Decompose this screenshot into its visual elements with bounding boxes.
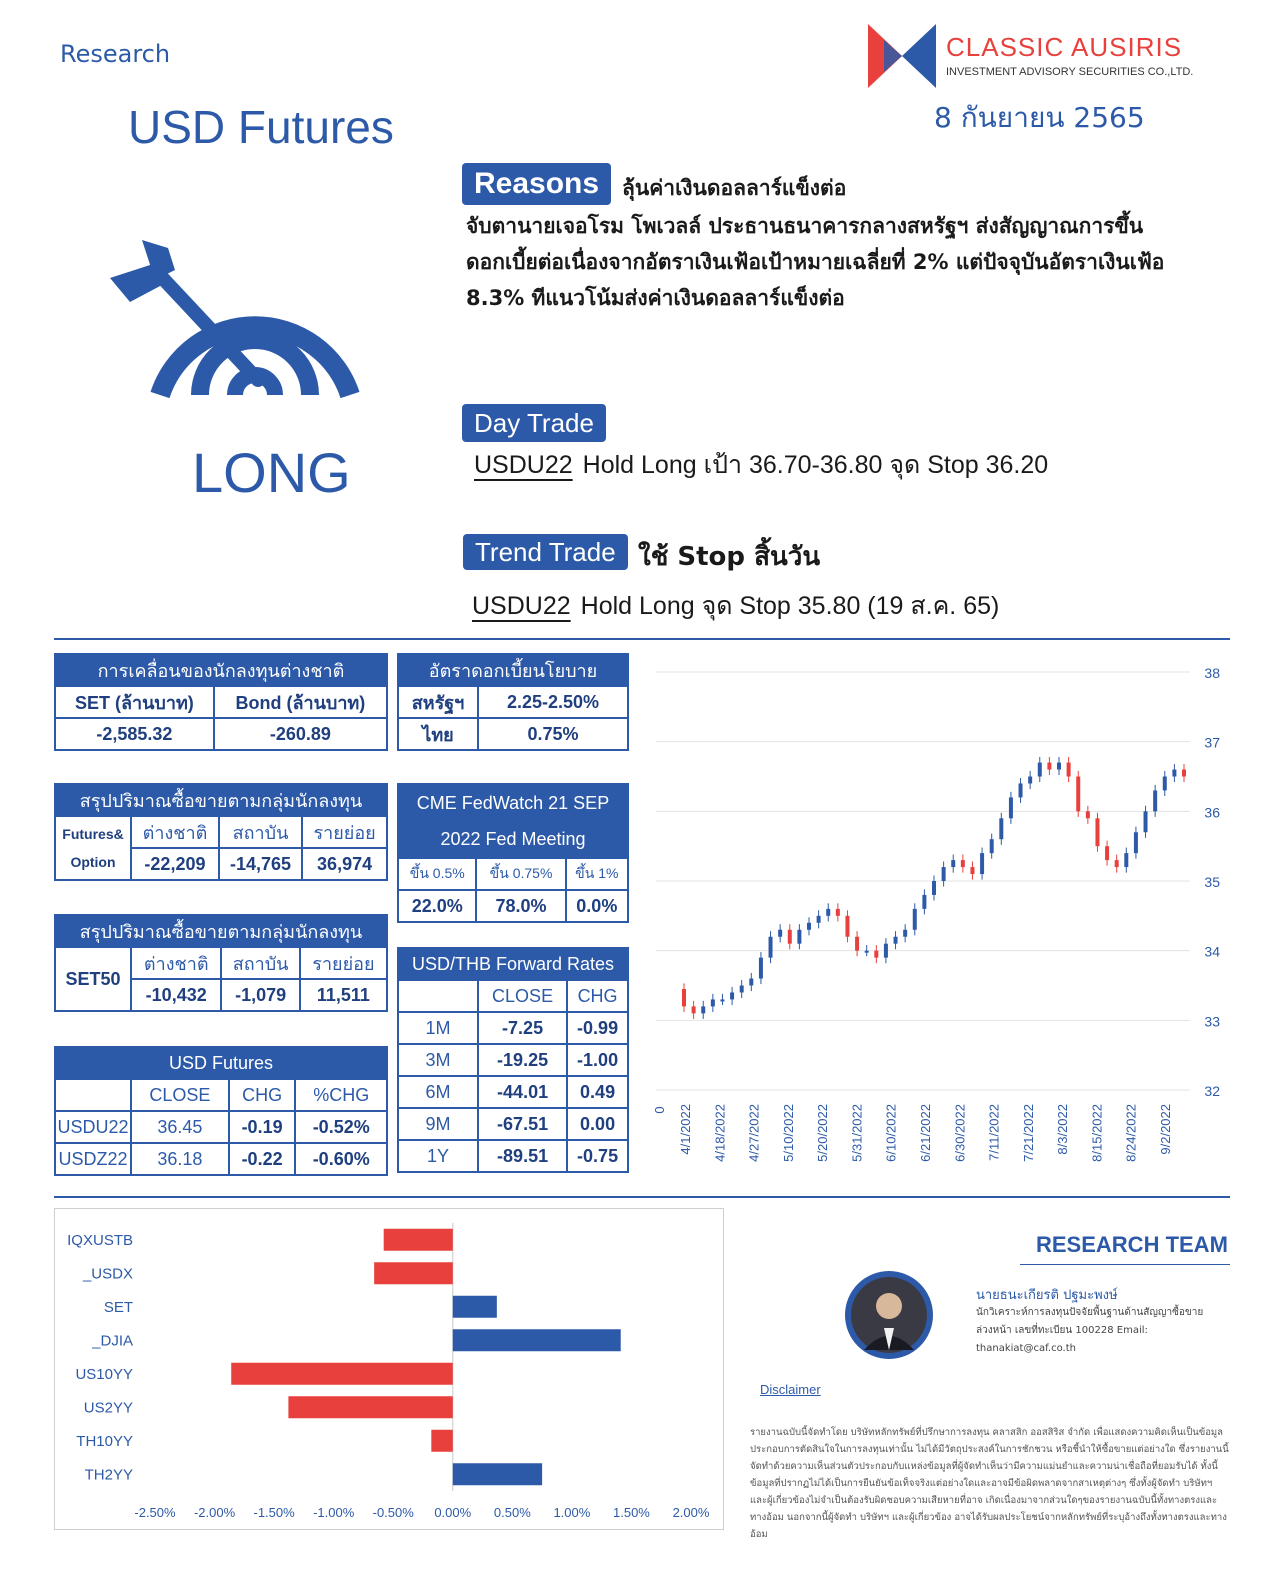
candle-body [884, 944, 888, 958]
usd-futures-pct: -0.52% [295, 1111, 387, 1143]
fedwatch-title: CME FedWatch 21 SEP 2022 Fed Meeting [398, 784, 628, 858]
bar [288, 1396, 452, 1418]
usd-futures-pct: -0.60% [295, 1143, 387, 1175]
candle-body [1182, 770, 1186, 777]
research-team-title: RESEARCH TEAM [1036, 1232, 1228, 1257]
bar-x-tick-label: -2.50% [134, 1505, 176, 1520]
x-tick-label: 4/27/2022 [746, 1104, 762, 1162]
y-tick-label: 32 [1204, 1083, 1220, 1099]
candle-body [855, 937, 859, 951]
forward-close: -67.51 [478, 1108, 567, 1140]
forward-close: -89.51 [478, 1140, 567, 1172]
candle-body [922, 895, 926, 909]
investor-set50-row-label: SET50 [55, 947, 131, 1011]
candle-body [701, 1006, 705, 1013]
candle-body [826, 909, 830, 916]
foreign-flow-col2: Bond (ล้านบาท) [214, 686, 387, 718]
trend-trade-pill: Trend Trade [463, 534, 628, 570]
candle-body [836, 909, 840, 916]
candle-body [788, 930, 792, 944]
candle-body [1105, 846, 1109, 860]
bar-category-label: US2YY [83, 1399, 133, 1417]
candle-body [874, 951, 878, 958]
investor-fo-table [54, 783, 388, 881]
forward-close: -7.25 [478, 1012, 567, 1044]
candle-body [1076, 777, 1080, 812]
research-team-rule [1020, 1264, 1230, 1265]
candle-body [749, 979, 753, 986]
investor-fo-header: สถาบัน [219, 816, 302, 848]
investor-set50-value: -10,432 [131, 979, 221, 1011]
bar [374, 1262, 453, 1284]
bar-x-tick-label: 0.00% [434, 1505, 472, 1520]
forward-chg: -0.75 [567, 1140, 628, 1172]
x-tick-label: 4/1/2022 [678, 1104, 693, 1155]
x-tick-label: 4/18/2022 [712, 1104, 728, 1162]
disclaimer-text: รายงานฉบับนี้จัดทำโดย บริษัทหลักทรัพย์ที่ปรึกษาการลงทุน คลาสสิก ออสสิริส จำกัด เพื่อแสดงความคิดเห็นเป็นข้อมูลประกอบการตัดสินใจในการลงทุนเท่านั้น ไม่ได้มีวัตถุประสงค์ในการชักชวน หรือชี้นำให้ซื้อขายแต่อย่างใด ซึ่งรายงานนี้จัดทำด้วยความเห็นส่วนตัวประกอบกับแหล่งข้อมูลที่ผู้จัดทำเห็นว่ามีความแม่นยำและความน่าเชื่อถือที่ยอมรับได้ ทั้งนี้ข้อมูลที่ปรากฏไม่ได้เป็นการยืนยันข้อเท็จจริงแต่อย่างใดและอาจมีข้อผิดพลาดจากสาเหตุต่างๆ ซึ่งทั้งผู้จัดทำ บริษัทฯ และผู้เกี่ยวข้องไม่จำเป็นต้องรับผิดชอบความเสียหายที่อาจ เกิดเนื่องมาจากส่วนใดๆของรายงานฉบับนี้ทั้งทางตรงและทางอ้อม นอกจากนี้ผู้จัดทำ บริษัทฯ และผู้เกี่ยวข้อง อาจได้รับผลประโยชน์จากหลักทรัพย์ที่ระบุอ้างถึงทั้งทางตรงและทางอ้อม [750, 1427, 1229, 1540]
usd-futures-title: USD Futures [55, 1047, 387, 1079]
forward-chg: -0.99 [567, 1012, 628, 1044]
section-label: Research [60, 40, 171, 68]
forward-rates-table [397, 947, 629, 1173]
candle-body [990, 839, 994, 853]
candle-body [1019, 783, 1023, 797]
y-tick-label: 33 [1204, 1013, 1220, 1030]
usd-futures-header: %CHG [295, 1079, 387, 1111]
investor-fo-header: ต่างชาติ [131, 816, 219, 848]
candlestick-chart [650, 648, 1230, 1188]
foreign-flow-table [54, 653, 388, 751]
investor-fo-row-label: Futures& Option [55, 816, 131, 880]
candle-body [1038, 763, 1042, 777]
divider-bottom [54, 1196, 1230, 1198]
bar-x-tick-label: 0.50% [493, 1505, 531, 1520]
forward-rates-title: USD/THB Forward Rates [398, 948, 628, 980]
y-tick-label: 36 [1204, 804, 1220, 821]
y-tick-label: 37 [1204, 734, 1220, 751]
bar-x-tick-label: -1.50% [253, 1505, 295, 1520]
company-logo [866, 22, 938, 90]
bar-x-tick-label: -2.00% [193, 1505, 236, 1520]
y-tick-label: 35 [1204, 874, 1220, 890]
bar-category-label: SET [103, 1298, 133, 1316]
company-subtitle: INVESTMENT ADVISORY SECURITIES CO.,LTD. [946, 66, 1194, 78]
trend-trade-headline: ใช้ Stop สิ้นวัน [638, 542, 821, 572]
bar-category-label: _USDX [82, 1265, 133, 1283]
day-trade-line [474, 445, 1048, 485]
bar [453, 1296, 497, 1318]
candle-body [932, 881, 936, 895]
bar-x-tick-label: -1.00% [313, 1505, 355, 1520]
policy-rate-value: 2.25-2.50% [478, 686, 628, 718]
x-tick-label: 7/11/2022 [986, 1104, 1002, 1161]
y-tick-label: 38 [1204, 665, 1220, 681]
candle-body [682, 989, 686, 1006]
page-title: USD Futures [128, 101, 394, 153]
forward-close: -44.01 [478, 1076, 567, 1108]
policy-rate-country: ไทย [398, 718, 478, 750]
x-tick-label: 7/21/2022 [1020, 1104, 1036, 1162]
trend-trade-line [472, 586, 999, 626]
target-arrow-icon [100, 230, 360, 410]
candle-body [1115, 860, 1119, 867]
candle-body [1067, 763, 1071, 777]
forward-header: CLOSE [478, 980, 567, 1012]
usd-futures-close: 36.18 [131, 1143, 229, 1175]
candle-body [1144, 811, 1148, 832]
forward-tenor: 3M [398, 1044, 478, 1076]
fedwatch-value: 22.0% [398, 890, 476, 922]
x-tick-label: 8/15/2022 [1089, 1104, 1105, 1162]
candle-body [1134, 832, 1138, 853]
candle-body [999, 818, 1003, 839]
candle-body [1086, 811, 1090, 818]
candle-body [1153, 790, 1157, 811]
x-tick-label: 8/24/2022 [1123, 1104, 1139, 1162]
bar [453, 1329, 621, 1351]
candle-body [797, 930, 801, 944]
usd-futures-header: CLOSE [131, 1079, 229, 1111]
investor-set50-value: 11,511 [300, 979, 387, 1011]
fedwatch-table [397, 783, 629, 923]
analyst-avatar [844, 1270, 934, 1360]
candle-body [942, 867, 946, 881]
foreign-flow-val2: -260.89 [214, 718, 387, 750]
day-trade-pill: Day Trade [462, 404, 606, 442]
bar-x-tick-label: 1.00% [553, 1505, 591, 1520]
candle-body [980, 853, 984, 874]
candle-body [1009, 797, 1013, 818]
usd-futures-chg: -0.19 [229, 1111, 296, 1143]
candle-body [769, 937, 773, 958]
bar-category-label: _DJIA [92, 1332, 133, 1350]
x-tick-label: 6/30/2022 [952, 1104, 968, 1162]
candle-body [970, 867, 974, 874]
x-zero-label: 0 [652, 1106, 667, 1114]
trend-trade-text: Hold Long จุด Stop 35.80 (19 ส.ค. 65) [580, 592, 1000, 620]
policy-rate-value: 0.75% [478, 718, 628, 750]
candle-body [778, 930, 782, 937]
day-trade-symbol: USDU22 [474, 451, 573, 479]
investor-fo-title: สรุปปริมาณซื้อขายตามกลุ่มนักลงทุน [55, 784, 387, 816]
candle-body [951, 860, 955, 867]
bar [431, 1430, 452, 1452]
usd-futures-sym: USDZ22 [55, 1143, 131, 1175]
investor-fo-header: รายย่อย [302, 816, 387, 848]
reasons-body: จับตานายเจอโรม โพเวลล์ ประธานธนาคารกลางสหรัฐฯ ส่งสัญญาณการขึ้นดอกเบี้ยต่อเนื่องจากอัตราเงินเฟ้อเป้าหมายเฉลี่ยที่ 2% แต่ปัจจุบันอัตราเงินเฟ้อ 8.3% ทีแนวโน้มส่งค่าเงินดอลลาร์แข็งต่อ [466, 214, 1165, 310]
investor-fo-value: 36,974 [302, 848, 387, 880]
candle-body [1172, 770, 1176, 777]
forward-close: -19.25 [478, 1044, 567, 1076]
bar-category-label: TH2YY [84, 1466, 133, 1484]
policy-rate-title: อัตราดอกเบี้ยนโยบาย [398, 654, 628, 686]
usd-futures-header: CHG [229, 1079, 296, 1111]
fedwatch-value: 78.0% [476, 890, 565, 922]
fedwatch-header: ขึ้น 0.75% [476, 858, 565, 890]
investor-set50-header: สถาบัน [221, 947, 299, 979]
candle-body [845, 916, 849, 937]
candle-body [692, 1006, 696, 1013]
bar [453, 1463, 542, 1485]
bar-category-label: US10YY [75, 1365, 133, 1383]
bar-x-tick-label: 2.00% [672, 1505, 710, 1520]
forward-chg: 0.49 [567, 1076, 628, 1108]
company-name: CLASSIC AUSIRIS [946, 32, 1183, 62]
investor-set50-header: รายย่อย [300, 947, 387, 979]
candle-body [1124, 853, 1128, 867]
bar-x-tick-label: 1.50% [613, 1505, 650, 1520]
reasons-headline: ลุ้นค่าเงินดอลลาร์แข็งต่อ [622, 176, 847, 200]
x-tick-label: 9/2/2022 [1158, 1104, 1173, 1155]
bar-category-label: IQXUSTB [67, 1231, 133, 1249]
bar [384, 1229, 453, 1251]
candle-body [1163, 777, 1167, 791]
candle-body [740, 986, 744, 993]
x-tick-label: 5/20/2022 [815, 1104, 831, 1162]
investor-fo-value: -14,765 [219, 848, 302, 880]
forward-tenor: 1M [398, 1012, 478, 1044]
x-tick-label: 8/3/2022 [1055, 1104, 1071, 1155]
analyst-name: นายธนะเกียรติ ปฐมะพงษ์ [976, 1288, 1118, 1303]
forward-tenor: 1Y [398, 1140, 478, 1172]
foreign-flow-title: การเคลื่อนของนักลงทุนต่างชาติ [55, 654, 387, 686]
x-tick-label: 6/10/2022 [883, 1104, 899, 1162]
x-tick-label: 5/31/2022 [849, 1104, 865, 1162]
disclaimer-title: Disclaimer [760, 1382, 821, 1397]
y-tick-label: 34 [1204, 943, 1220, 960]
policy-rate-table [397, 653, 629, 751]
analyst-desc: นักวิเคราะห์การลงทุนปัจจัยพื้นฐานด้านสัญญาซื้อขายล่วงหน้า เลขที่ทะเบียน 100228 Email: thanakiat@caf.co.th [976, 1307, 1204, 1354]
usd-futures-table [54, 1046, 388, 1176]
investor-set50-title: สรุปปริมาณซื้อขายตามกลุ่มนักลงทุน [55, 915, 387, 947]
candle-body [807, 923, 811, 930]
investor-fo-value: -22,209 [131, 848, 219, 880]
forward-tenor: 9M [398, 1108, 478, 1140]
usd-futures-close: 36.45 [131, 1111, 229, 1143]
foreign-flow-val1: -2,585.32 [55, 718, 214, 750]
bar-category-label: TH10YY [76, 1432, 133, 1450]
day-trade-text: Hold Long เป้า 36.70-36.80 จุด Stop 36.20 [582, 451, 1049, 479]
candle-body [1095, 818, 1099, 846]
reasons-pill: Reasons [462, 163, 611, 205]
forward-chg: -1.00 [567, 1044, 628, 1076]
report-date: 8 กันยายน 2565 [934, 101, 1145, 134]
candle-body [730, 992, 734, 999]
usd-futures-chg: -0.22 [229, 1143, 296, 1175]
candle-body [1028, 777, 1032, 784]
bar-x-tick-label: -0.50% [372, 1505, 414, 1520]
candle-body [1057, 763, 1061, 770]
divider-top [54, 638, 1230, 640]
candle-body [903, 930, 907, 937]
fedwatch-value: 0.0% [566, 890, 628, 922]
forward-chg: 0.00 [567, 1108, 628, 1140]
investor-set50-table [54, 914, 388, 1012]
candle-body [711, 999, 715, 1006]
x-tick-label: 6/21/2022 [918, 1104, 933, 1162]
policy-rate-country: สหรัฐฯ [398, 686, 478, 718]
investor-set50-header: ต่างชาติ [131, 947, 221, 979]
candle-body [961, 860, 965, 867]
candle-body [1047, 763, 1051, 770]
usd-futures-sym: USDU22 [55, 1111, 131, 1143]
foreign-flow-col1: SET (ล้านบาท) [55, 686, 214, 718]
bar [231, 1363, 453, 1385]
investor-set50-value: -1,079 [221, 979, 299, 1011]
fedwatch-header: ขึ้น 1% [566, 858, 628, 890]
candle-body [913, 909, 917, 930]
candle-body [720, 999, 724, 1001]
candle-body [817, 916, 821, 923]
x-tick-label: 5/10/2022 [780, 1104, 796, 1162]
signal-label: LONG [192, 441, 351, 504]
trend-trade-symbol: USDU22 [472, 592, 571, 620]
market-change-bar-chart [54, 1208, 724, 1530]
forward-tenor: 6M [398, 1076, 478, 1108]
fedwatch-header: ขึ้น 0.5% [398, 858, 476, 890]
candle-body [759, 958, 763, 979]
candle-body [894, 937, 898, 944]
candle-body [865, 951, 869, 953]
forward-header: CHG [567, 980, 628, 1012]
